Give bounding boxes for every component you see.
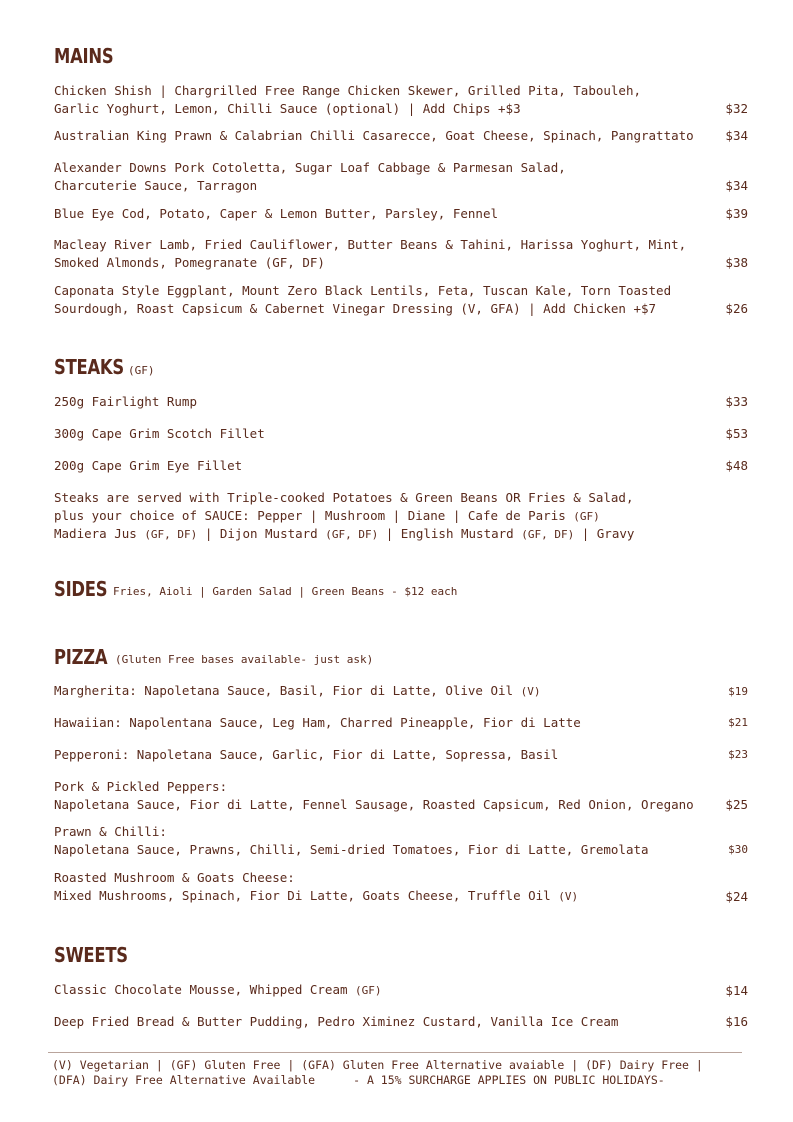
steaks-gf-note: (GF) bbox=[128, 364, 155, 377]
dietary-tag: (GF) bbox=[573, 509, 600, 523]
menu-item bbox=[54, 282, 748, 317]
item-description: 300g Cape Grim Scotch Fillet bbox=[54, 426, 265, 441]
menu-item bbox=[54, 457, 748, 475]
item-price: $19 bbox=[728, 685, 748, 698]
item-description bbox=[54, 981, 714, 1000]
item-description: 200g Cape Grim Eye Fillet bbox=[54, 458, 243, 473]
legend-line: (V) Vegetarian | (GF) Gluten Free | (GFA) Gluten Free Alternative avaiable | (DF) Dairy Free | bbox=[52, 1058, 703, 1072]
menu-item bbox=[54, 205, 748, 223]
item-price: $53 bbox=[725, 426, 748, 441]
item-description: Australian King Prawn & Calabrian Chilli Casarecce, Goat Cheese, Spinach, Pangrattato bbox=[54, 128, 694, 143]
item-price: $38 bbox=[725, 254, 748, 270]
menu-item bbox=[54, 869, 748, 905]
item-description bbox=[54, 869, 714, 905]
item-description: Prawn & Chilli: Napoletana Sauce, Prawns, Chilli, Semi-dried Tomatoes, Fior di Latte, Gremolata bbox=[54, 824, 649, 857]
item-price: $34 bbox=[725, 128, 748, 143]
menu-item bbox=[54, 823, 748, 858]
menu-item bbox=[54, 159, 748, 194]
item-description: Pork & Pickled Peppers: Napoletana Sauce, Fior di Latte, Fennel Sausage, Roasted Capsicum, Red Onion, Oregano bbox=[54, 779, 694, 812]
item-description: Caponata Style Eggplant, Mount Zero Black Lentils, Feta, Tuscan Kale, Torn Toasted Sourdough, Roast Capsicum & Cabernet Vinegar Dressing (V, GFA) | Add Chicken +$7 bbox=[54, 283, 672, 316]
served-note-line bbox=[54, 525, 748, 544]
served-note-text: Madiera Jus bbox=[54, 526, 145, 541]
menu-item bbox=[54, 425, 748, 443]
menu-item bbox=[54, 714, 748, 732]
dietary-tag: (GF, DF) bbox=[521, 528, 575, 541]
item-description: Deep Fried Bread & Butter Pudding, Pedro Ximinez Custard, Vanilla Ice Cream bbox=[54, 1014, 619, 1029]
section-heading-steaks: STEAKS bbox=[54, 355, 124, 379]
menu-item bbox=[54, 236, 748, 271]
sides-list: Fries, Aioli | Garden Salad | Green Beans - $12 each bbox=[113, 585, 458, 598]
item-text: Margherita: Napoletana Sauce, Basil, Fior di Latte, Olive Oil bbox=[54, 683, 521, 698]
section-heading-pizza: PIZZA bbox=[54, 645, 108, 669]
item-price: $21 bbox=[728, 716, 748, 729]
section-heading-mains: MAINS bbox=[54, 44, 114, 68]
menu-item bbox=[54, 981, 748, 1000]
item-price: $32 bbox=[725, 100, 748, 116]
item-description: Hawaiian: Napolentana Sauce, Leg Ham, Charred Pineapple, Fior di Latte bbox=[54, 715, 581, 730]
dietary-tag: (V) bbox=[558, 889, 579, 903]
item-price: $33 bbox=[725, 394, 748, 409]
served-note-text: | Gravy bbox=[574, 526, 635, 541]
served-note-text: | English Mustard bbox=[378, 526, 522, 541]
item-price: $26 bbox=[725, 300, 748, 316]
item-text: Roasted Mushroom & Goats Cheese: Mixed Mushrooms, Spinach, Fior Di Latte, Goats Cheese, Truffle Oil bbox=[54, 870, 551, 903]
footer-legend bbox=[52, 1058, 752, 1088]
menu-item bbox=[54, 393, 748, 411]
item-description: Blue Eye Cod, Potato, Caper & Lemon Butter, Parsley, Fennel bbox=[54, 206, 499, 221]
legend-text: (DFA) Dairy Free Alternative Available bbox=[52, 1073, 316, 1087]
item-price: $23 bbox=[728, 748, 748, 761]
item-text: Classic Chocolate Mousse, Whipped Cream bbox=[54, 982, 356, 997]
footer-divider bbox=[48, 1052, 742, 1053]
menu-item bbox=[54, 82, 748, 117]
menu-item bbox=[54, 1013, 748, 1031]
item-price: $30 bbox=[728, 842, 748, 856]
dietary-tag: (GF, DF) bbox=[325, 528, 379, 541]
menu-item bbox=[54, 127, 748, 145]
section-heading-sides: SIDES bbox=[54, 577, 108, 601]
section-heading-sweets: SWEETS bbox=[54, 943, 128, 967]
item-price: $25 bbox=[725, 796, 748, 812]
item-description: 250g Fairlight Rump bbox=[54, 394, 197, 409]
served-note-text: | Dijon Mustard bbox=[197, 526, 326, 541]
served-note-text: plus your choice of SAUCE: Pepper | Mushroom | Diane | Cafe de Paris bbox=[54, 507, 574, 523]
item-price: $34 bbox=[725, 177, 748, 193]
item-description bbox=[54, 682, 714, 701]
steaks-served-note bbox=[54, 489, 748, 544]
item-price: $24 bbox=[725, 888, 748, 904]
item-price: $14 bbox=[725, 983, 748, 998]
dietary-tag: (V) bbox=[520, 685, 541, 698]
item-description: Chicken Shish | Chargrilled Free Range Chicken Skewer, Grilled Pita, Tabouleh, Garlic Yoghurt, Lemon, Chilli Sauce (optional) | Add Chips +$3 bbox=[54, 83, 641, 116]
item-description: Macleay River Lamb, Fried Cauliflower, Butter Beans & Tahini, Harissa Yoghurt, Mint, Smoked Almonds, Pomegranate (GF, DF) bbox=[54, 237, 687, 270]
item-price: $39 bbox=[725, 206, 748, 221]
item-description: Pepperoni: Napoletana Sauce, Garlic, Fior di Latte, Sopressa, Basil bbox=[54, 747, 559, 762]
dietary-tag: (GF) bbox=[355, 984, 382, 997]
menu-item bbox=[54, 746, 748, 764]
item-price: $48 bbox=[725, 458, 748, 473]
menu-item bbox=[54, 778, 748, 813]
menu-item bbox=[54, 682, 748, 701]
item-description: Alexander Downs Pork Cotoletta, Sugar Loaf Cabbage & Parmesan Salad, Charcuterie Sauce, Tarragon bbox=[54, 160, 566, 193]
pizza-gf-note: (Gluten Free bases available- just ask) bbox=[115, 653, 374, 666]
surcharge-notice: - A 15% SURCHARGE APPLIES ON PUBLIC HOLIDAYS- bbox=[353, 1073, 665, 1087]
served-note-line: Steaks are served with Triple-cooked Potatoes & Green Beans OR Fries & Salad, bbox=[54, 490, 634, 505]
legend-line bbox=[52, 1073, 752, 1088]
served-note-line bbox=[54, 507, 748, 526]
dietary-tag: (GF, DF) bbox=[144, 528, 198, 541]
item-price: $16 bbox=[725, 1014, 748, 1029]
